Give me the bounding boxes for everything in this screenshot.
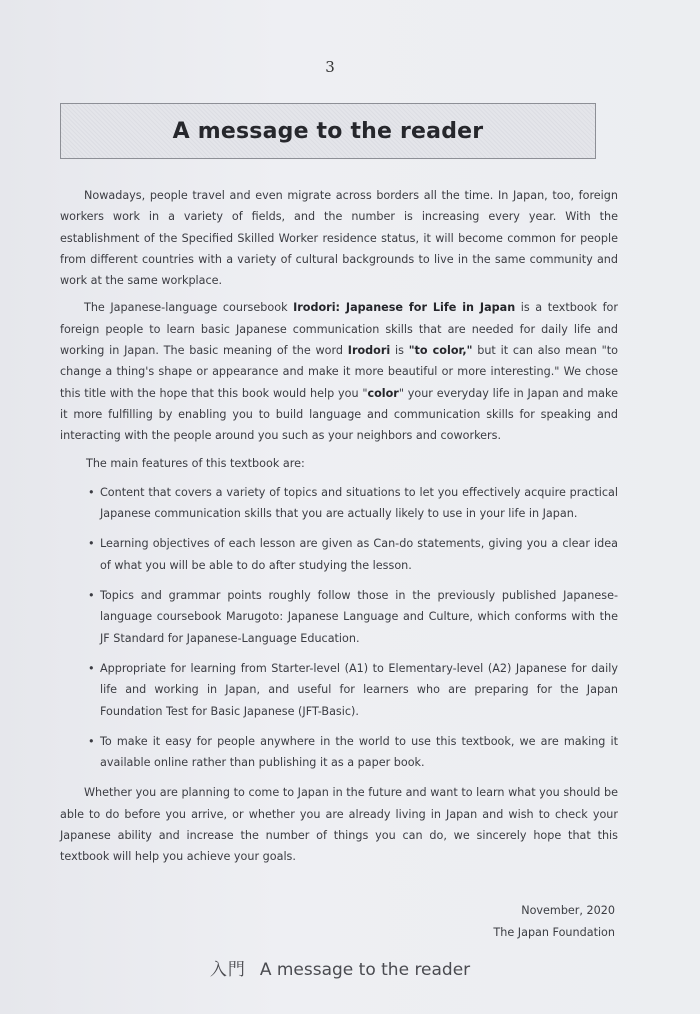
- list-item: [88, 658, 618, 722]
- book-title-bold: Irodori: Japanese for Life in Japan: [293, 301, 516, 315]
- title-box: [60, 103, 596, 159]
- list-item-text: To make it easy for people anywhere in the world to use this textbook, we are making it available online rather than publishing it as a paper book.: [100, 734, 618, 770]
- list-item: [88, 731, 618, 774]
- list-item: [88, 585, 618, 649]
- bullet-icon: •: [88, 589, 95, 603]
- to-color-bold: "to color,": [408, 344, 473, 358]
- text-span: but it can also mean "to change a thing's shape or appearance and make it more beautiful or more interesting." We chose this title with the hope that this book would help you ": [60, 344, 619, 400]
- footer-section-kanji: 入門: [209, 960, 246, 980]
- features-lead: The main features of this textbook are:: [86, 456, 305, 470]
- bullet-icon: •: [88, 661, 95, 675]
- paragraph-about-book: [60, 297, 618, 446]
- date-line: November, 2020: [521, 904, 615, 917]
- footer-section-label: A message to the reader: [259, 960, 471, 980]
- page-title: A message to the reader: [172, 118, 484, 144]
- list-item-text: Learning objectives of each lesson are given as Can-do statements, giving you a clear idea of what you will be able to do after studying the lesson.: [100, 537, 618, 572]
- text-span: The Japanese-language coursebook: [84, 301, 294, 315]
- text-span: is: [390, 344, 409, 358]
- list-item-text: Content that covers a variety of topics and situations to let you effectively acquire practical Japanese communication skills that you are actually likely to use in your life in Japan.: [100, 485, 618, 521]
- paragraph-closing: Whether you are planning to come to Japan in the future and want to learn what you should be able to do before you arrive, or whether you are already living in Japan and wish to check your Japanese ability and increase the number of things you can do, we sincerely hope that this textbook will help you achieve your goals.: [60, 786, 618, 864]
- list-item: [88, 533, 618, 576]
- page-number: 3: [325, 58, 335, 76]
- text-span: is a textbook for foreign people to learn basic Japanese communication skills that are needed for daily life and working in Japan. The basic meaning of the word: [60, 301, 618, 358]
- page-footer: [0, 955, 680, 980]
- bullet-icon: •: [88, 537, 95, 551]
- paragraph-intro: Nowadays, people travel and even migrate across borders all the time. In Japan, too, foreign workers work in a variety of fields, and the number is increasing every year. With the establishment of the Specified Skilled Worker residence status, it will become common for people from different countries with a variety of cultural backgrounds to live in the same community and work at the same workplace.: [60, 189, 618, 288]
- list-item: [88, 482, 618, 525]
- irodori-bold: Irodori: [347, 344, 391, 358]
- list-item-text: Topics and grammar points roughly follow those in the previously published Japanese-language coursebook Marugoto: Japanese Language and Culture, which conforms with the JF Standard for Japanese-Language Education.: [100, 589, 618, 645]
- text-span: " your everyday life in Japan and make it more fulfilling by enabling you to build language and communication skills for speaking and interacting with the people around you such as your neighbors and coworkers.: [60, 386, 618, 443]
- bullet-icon: •: [88, 734, 95, 748]
- color-bold: color: [367, 386, 399, 400]
- signature-block: [493, 900, 615, 944]
- list-item-text: Appropriate for learning from Starter-level (A1) to Elementary-level (A2) Japanese for daily life and working in Japan, and useful for learners who are preparing for the Japan Foundation Test for Basic Japanese (JFT-Basic).: [100, 661, 618, 718]
- features-list: [60, 482, 618, 774]
- body-text: [60, 185, 618, 874]
- bullet-icon: •: [88, 485, 95, 499]
- signature-line: The Japan Foundation: [493, 926, 615, 939]
